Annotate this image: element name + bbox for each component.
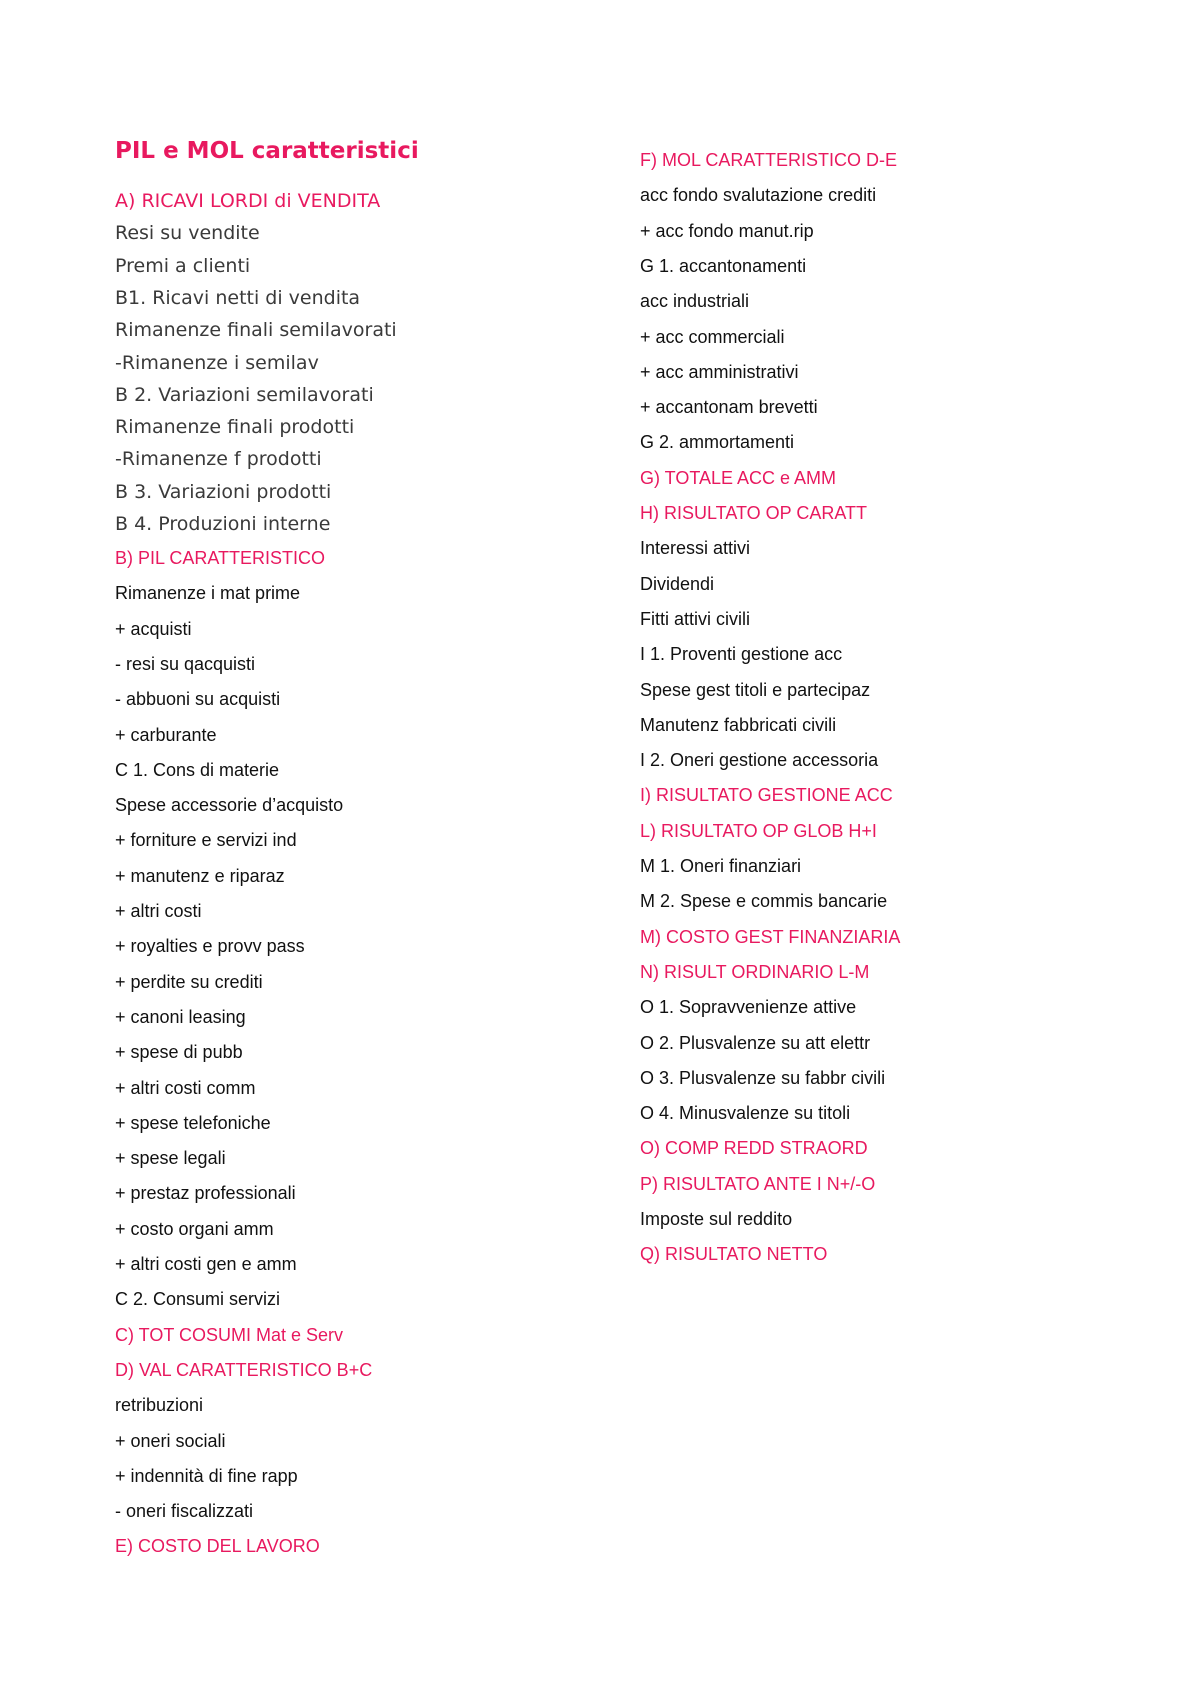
left-line-item: + perdite su crediti: [115, 971, 263, 992]
right-line-item: + accantonam brevetti: [640, 397, 818, 418]
left-line-item: + spese di pubb: [115, 1042, 243, 1063]
left-line-item: + canoni leasing: [115, 1006, 246, 1027]
right-line-item: Spese gest titoli e partecipaz: [640, 679, 871, 700]
left-line-item: -Rimanenze i semilav: [115, 351, 319, 374]
left-line-item: + altri costi comm: [115, 1077, 256, 1098]
left-line-item: Resi su vendite: [115, 222, 260, 245]
left-line-item: Rimanenze finali prodotti: [115, 416, 355, 439]
left-section-heading: D) VAL CARATTERISTICO B+C: [115, 1359, 373, 1380]
left-line-item: retribuzioni: [115, 1395, 204, 1416]
left-line-item: - abbuoni su acquisti: [115, 689, 281, 710]
right-line-item: I 1. Proventi gestione acc: [640, 644, 843, 665]
left-line-item: + royalties e provv pass: [115, 936, 305, 957]
left-line-item: + manutenz e riparaz: [115, 865, 285, 886]
right-line-item: Dividendi: [640, 573, 715, 594]
right-line-item: O 3. Plusvalenze su fabbr civili: [640, 1067, 886, 1088]
left-line-item: + spese legali: [115, 1148, 226, 1169]
right-section-heading: L) RISULTATO OP GLOB H+I: [640, 820, 877, 841]
left-line-item: + carburante: [115, 724, 217, 745]
left-line-item: Premi a clienti: [115, 254, 251, 277]
left-line-item: C 1. Cons di materie: [115, 759, 280, 780]
right-section-heading: H) RISULTATO OP CARATT: [640, 503, 868, 523]
right-line-item: O 2. Plusvalenze su att elettr: [640, 1032, 871, 1053]
left-line-item: + acquisti: [115, 618, 192, 639]
left-line-item: + forniture e servizi ind: [115, 830, 297, 851]
right-section-heading: P) RISULTATO ANTE I N+/-O: [640, 1173, 876, 1194]
right-line-item: G 1. accantonamenti: [640, 255, 807, 276]
document-title: PIL e MOL caratteristici: [115, 138, 419, 164]
left-line-item: + indennità di fine rapp: [115, 1465, 298, 1486]
left-line-item: B 4. Produzioni interne: [115, 513, 331, 535]
left-line-item: + oneri sociali: [115, 1430, 226, 1451]
right-line-item: acc fondo svalutazione crediti: [640, 185, 877, 206]
right-section-heading: M) COSTO GEST FINANZIARIA: [640, 926, 901, 947]
left-section-heading: C) TOT COSUMI Mat e Serv: [115, 1324, 344, 1345]
left-section-heading: B) PIL CARATTERISTICO: [115, 548, 326, 568]
right-section-heading: N) RISULT ORDINARIO L-M: [640, 961, 870, 982]
right-section-heading: F) MOL CARATTERISTICO D-E: [640, 150, 898, 170]
right-line-item: O 1. Sopravvenienze attive: [640, 997, 857, 1018]
right-section-heading: Q) RISULTATO NETTO: [640, 1244, 828, 1265]
left-line-item: - resi su qacquisti: [115, 653, 256, 674]
right-line-item: O 4. Minusvalenze su titoli: [640, 1103, 851, 1124]
left-line-item: + altri costi: [115, 901, 202, 921]
right-line-item: I 2. Oneri gestione accessoria: [640, 750, 879, 771]
left-section-heading: A) RICAVI LORDI di VENDITA: [115, 190, 381, 212]
left-line-item: Rimanenze i mat prime: [115, 583, 301, 604]
left-line-item: Spese accessorie d’acquisto: [115, 795, 344, 816]
left-line-item: B1. Ricavi netti di vendita: [115, 286, 361, 309]
right-line-item: M 1. Oneri finanziari: [640, 856, 802, 876]
left-line-item: + costo organi amm: [115, 1218, 274, 1239]
right-line-item: G 2. ammortamenti: [640, 432, 795, 453]
left-line-item: - oneri fiscalizzati: [115, 1501, 254, 1522]
left-line-item: B 3. Variazioni prodotti: [115, 480, 332, 503]
left-line-item: Rimanenze finali semilavorati: [115, 319, 397, 342]
right-line-item: M 2. Spese e commis bancarie: [640, 891, 888, 912]
left-line-item: + spese telefoniche: [115, 1112, 271, 1133]
right-line-item: + acc commerciali: [640, 326, 785, 347]
right-section-heading: G) TOTALE ACC e AMM: [640, 467, 837, 488]
left-line-item: + prestaz professionali: [115, 1183, 296, 1204]
left-line-item: + altri costi gen e amm: [115, 1254, 297, 1274]
left-section-heading: E) COSTO DEL LAVORO: [115, 1536, 320, 1557]
left-line-item: -Rimanenze f prodotti: [115, 448, 322, 471]
right-line-item: + acc amministrativi: [640, 361, 799, 382]
right-line-item: Manutenz fabbricati civili: [640, 714, 837, 735]
left-line-item: B 2. Variazioni semilavorati: [115, 383, 374, 406]
right-line-item: + acc fondo manut.rip: [640, 220, 814, 241]
left-line-item: C 2. Consumi servizi: [115, 1289, 281, 1310]
right-line-item: Interessi attivi: [640, 538, 751, 559]
right-line-item: acc industriali: [640, 291, 750, 312]
right-line-item: Fitti attivi civili: [640, 608, 751, 629]
right-line-item: Imposte sul reddito: [640, 1209, 793, 1229]
right-section-heading: O) COMP REDD STRAORD: [640, 1138, 868, 1159]
right-section-heading: I) RISULTATO GESTIONE ACC: [640, 785, 893, 806]
